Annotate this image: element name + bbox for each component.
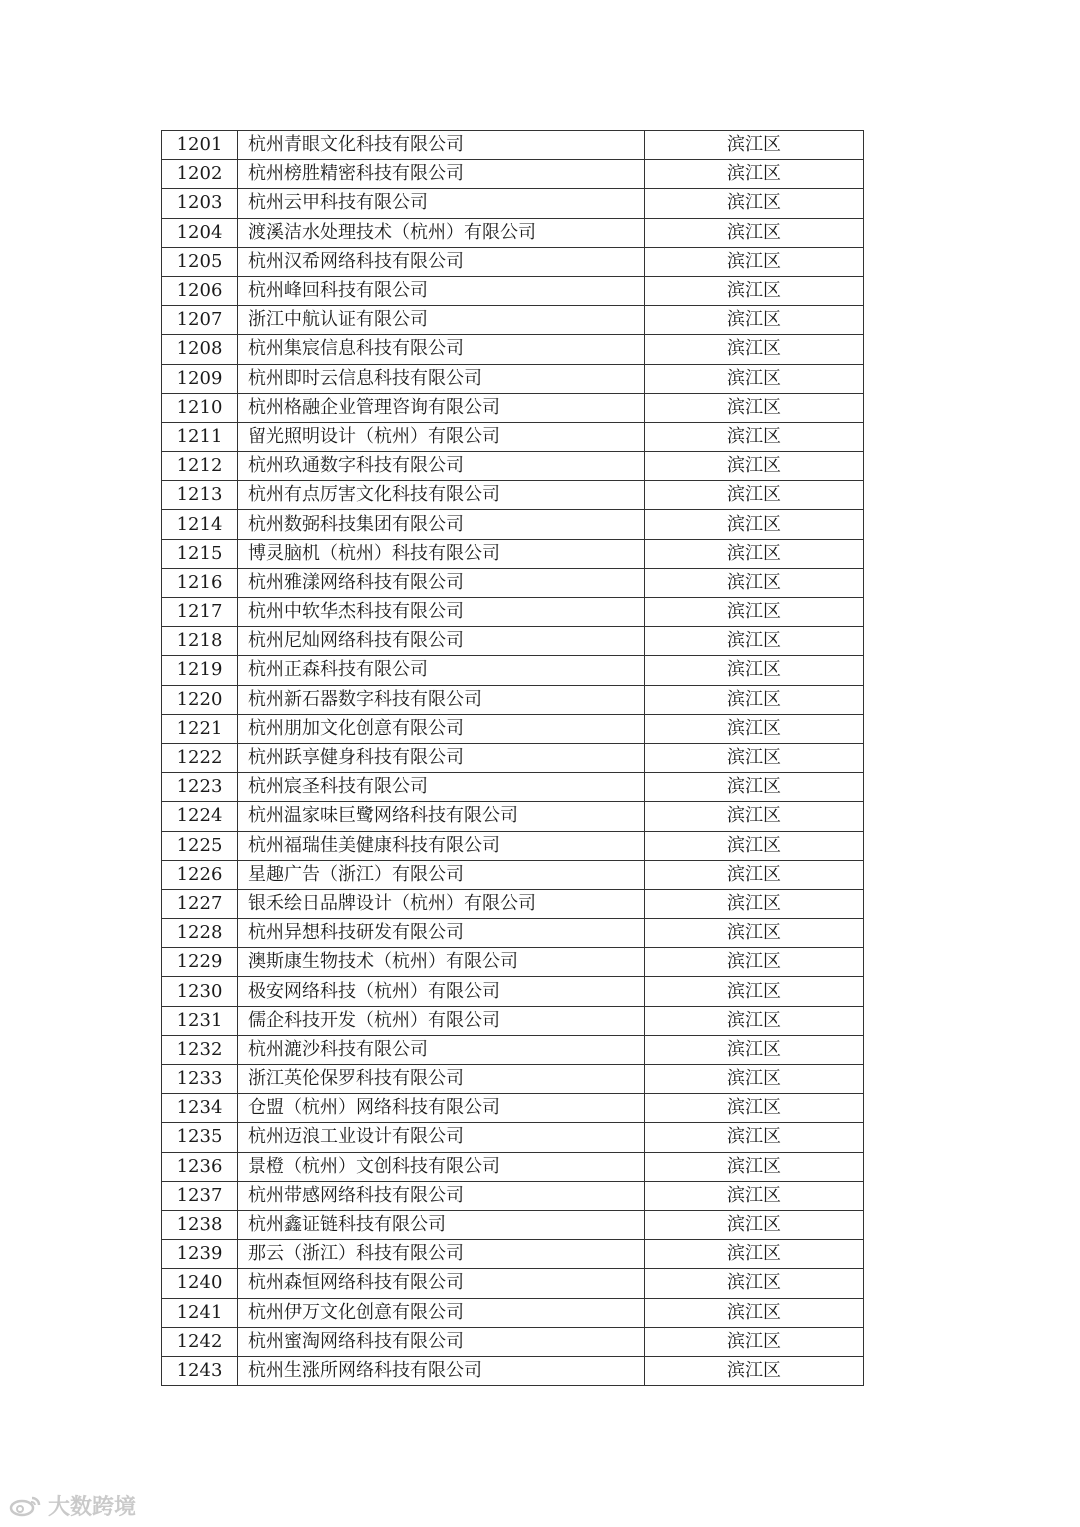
row-number-cell: 1210 [162, 393, 238, 422]
company-name-cell: 浙江英伦保罗科技有限公司 [238, 1065, 645, 1094]
row-number-cell: 1226 [162, 860, 238, 889]
company-name-cell: 杭州带感网络科技有限公司 [238, 1181, 645, 1210]
watermark-text: 大数跨境 [48, 1495, 137, 1520]
district-cell: 滨江区 [645, 1035, 864, 1064]
company-name-cell: 银禾绘日品牌设计（杭州）有限公司 [238, 889, 645, 918]
table-row [162, 773, 864, 802]
company-name-cell: 仓盟（杭州）网络科技有限公司 [238, 1094, 645, 1123]
company-name-cell: 杭州温家味巨鹭网络科技有限公司 [238, 802, 645, 831]
row-number-cell: 1209 [162, 364, 238, 393]
table-row [162, 1065, 864, 1094]
row-number-cell: 1207 [162, 306, 238, 335]
company-name-cell: 杭州正森科技有限公司 [238, 656, 645, 685]
table-row [162, 656, 864, 685]
table-row [162, 306, 864, 335]
district-cell: 滨江区 [645, 393, 864, 422]
district-cell: 滨江区 [645, 539, 864, 568]
table-row [162, 335, 864, 364]
company-name-cell: 浙江中航认证有限公司 [238, 306, 645, 335]
row-number-cell: 1242 [162, 1327, 238, 1356]
company-name-cell: 杭州生涨所网络科技有限公司 [238, 1356, 645, 1385]
district-cell: 滨江区 [645, 422, 864, 451]
company-name-cell: 星趣广告（浙江）有限公司 [238, 860, 645, 889]
company-name-cell: 杭州有点厉害文化科技有限公司 [238, 481, 645, 510]
company-name-cell: 留光照明设计（杭州）有限公司 [238, 422, 645, 451]
table-row [162, 1094, 864, 1123]
district-cell: 滨江区 [645, 510, 864, 539]
company-name-cell: 杭州集宸信息科技有限公司 [238, 335, 645, 364]
table-row [162, 1240, 864, 1269]
district-cell: 滨江区 [645, 598, 864, 627]
row-number-cell: 1215 [162, 539, 238, 568]
company-name-cell: 杭州中软华杰科技有限公司 [238, 598, 645, 627]
row-number-cell: 1203 [162, 189, 238, 218]
table-row [162, 1298, 864, 1327]
table-row [162, 247, 864, 276]
company-name-cell: 杭州榜胜精密科技有限公司 [238, 160, 645, 189]
row-number-cell: 1222 [162, 743, 238, 772]
row-number-cell: 1225 [162, 831, 238, 860]
district-cell: 滨江区 [645, 335, 864, 364]
company-name-cell: 杭州峰回科技有限公司 [238, 276, 645, 305]
row-number-cell: 1218 [162, 627, 238, 656]
district-cell: 滨江区 [645, 889, 864, 918]
district-cell: 滨江区 [645, 948, 864, 977]
district-cell: 滨江区 [645, 977, 864, 1006]
company-name-cell: 澳斯康生物技术（杭州）有限公司 [238, 948, 645, 977]
table-row [162, 889, 864, 918]
table-row [162, 860, 864, 889]
table-row [162, 627, 864, 656]
district-cell: 滨江区 [645, 247, 864, 276]
district-cell: 滨江区 [645, 568, 864, 597]
company-name-cell: 杭州伊万文化创意有限公司 [238, 1298, 645, 1327]
row-number-cell: 1230 [162, 977, 238, 1006]
district-cell: 滨江区 [645, 276, 864, 305]
table-row [162, 1356, 864, 1385]
district-cell: 滨江区 [645, 1094, 864, 1123]
row-number-cell: 1223 [162, 773, 238, 802]
table-row [162, 276, 864, 305]
table-row [162, 422, 864, 451]
company-name-cell: 杭州数弼科技集团有限公司 [238, 510, 645, 539]
district-cell: 滨江区 [645, 306, 864, 335]
table-row [162, 743, 864, 772]
row-number-cell: 1239 [162, 1240, 238, 1269]
table-row [162, 131, 864, 160]
district-cell: 滨江区 [645, 1269, 864, 1298]
table-row [162, 948, 864, 977]
row-number-cell: 1233 [162, 1065, 238, 1094]
row-number-cell: 1243 [162, 1356, 238, 1385]
company-name-cell: 杭州青眼文化科技有限公司 [238, 131, 645, 160]
table-row [162, 481, 864, 510]
row-number-cell: 1220 [162, 685, 238, 714]
district-cell: 滨江区 [645, 1006, 864, 1035]
district-cell: 滨江区 [645, 685, 864, 714]
table-body [162, 131, 864, 1386]
table-row [162, 598, 864, 627]
watermark [8, 1490, 136, 1521]
row-number-cell: 1212 [162, 452, 238, 481]
company-name-cell: 杭州朋加文化创意有限公司 [238, 714, 645, 743]
company-name-cell: 杭州雅漾网络科技有限公司 [238, 568, 645, 597]
district-cell: 滨江区 [645, 802, 864, 831]
company-name-cell: 杭州鑫证链科技有限公司 [238, 1210, 645, 1239]
table-row [162, 218, 864, 247]
company-name-cell: 渡溪洁水处理技术（杭州）有限公司 [238, 218, 645, 247]
table-row [162, 831, 864, 860]
row-number-cell: 1206 [162, 276, 238, 305]
district-cell: 滨江区 [645, 860, 864, 889]
table-row [162, 568, 864, 597]
company-name-cell: 景橙（杭州）文创科技有限公司 [238, 1152, 645, 1181]
company-name-cell: 那云（浙江）科技有限公司 [238, 1240, 645, 1269]
row-number-cell: 1219 [162, 656, 238, 685]
row-number-cell: 1216 [162, 568, 238, 597]
district-cell: 滨江区 [645, 1152, 864, 1181]
district-cell: 滨江区 [645, 131, 864, 160]
table-row [162, 1327, 864, 1356]
company-name-cell: 杭州尼灿网络科技有限公司 [238, 627, 645, 656]
table-row [162, 1181, 864, 1210]
company-name-cell: 杭州玖通数字科技有限公司 [238, 452, 645, 481]
row-number-cell: 1228 [162, 919, 238, 948]
district-cell: 滨江区 [645, 218, 864, 247]
table-row [162, 1269, 864, 1298]
table-row [162, 1210, 864, 1239]
row-number-cell: 1201 [162, 131, 238, 160]
company-name-cell: 杭州迈浪工业设计有限公司 [238, 1123, 645, 1152]
row-number-cell: 1202 [162, 160, 238, 189]
district-cell: 滨江区 [645, 831, 864, 860]
district-cell: 滨江区 [645, 1065, 864, 1094]
district-cell: 滨江区 [645, 919, 864, 948]
district-cell: 滨江区 [645, 452, 864, 481]
row-number-cell: 1229 [162, 948, 238, 977]
table-row [162, 393, 864, 422]
table-row [162, 452, 864, 481]
district-cell: 滨江区 [645, 481, 864, 510]
row-number-cell: 1208 [162, 335, 238, 364]
row-number-cell: 1237 [162, 1181, 238, 1210]
district-cell: 滨江区 [645, 1356, 864, 1385]
company-name-cell: 杭州即时云信息科技有限公司 [238, 364, 645, 393]
district-cell: 滨江区 [645, 1181, 864, 1210]
company-name-cell: 杭州云甲科技有限公司 [238, 189, 645, 218]
row-number-cell: 1217 [162, 598, 238, 627]
company-name-cell: 杭州异想科技研发有限公司 [238, 919, 645, 948]
company-name-cell: 儒企科技开发（杭州）有限公司 [238, 1006, 645, 1035]
row-number-cell: 1231 [162, 1006, 238, 1035]
row-number-cell: 1224 [162, 802, 238, 831]
company-name-cell: 杭州新石器数字科技有限公司 [238, 685, 645, 714]
company-name-cell: 极安网络科技（杭州）有限公司 [238, 977, 645, 1006]
table-row [162, 1123, 864, 1152]
table-row [162, 1006, 864, 1035]
row-number-cell: 1211 [162, 422, 238, 451]
district-cell: 滨江区 [645, 189, 864, 218]
table-row [162, 539, 864, 568]
table-row [162, 160, 864, 189]
district-cell: 滨江区 [645, 1240, 864, 1269]
row-number-cell: 1238 [162, 1210, 238, 1239]
table-row [162, 802, 864, 831]
table-row [162, 510, 864, 539]
row-number-cell: 1241 [162, 1298, 238, 1327]
table-row [162, 189, 864, 218]
table-row [162, 685, 864, 714]
company-name-cell: 杭州福瑞佳美健康科技有限公司 [238, 831, 645, 860]
company-name-cell: 杭州漉沙科技有限公司 [238, 1035, 645, 1064]
row-number-cell: 1214 [162, 510, 238, 539]
row-number-cell: 1236 [162, 1152, 238, 1181]
weibo-logo-icon [8, 1495, 42, 1517]
row-number-cell: 1232 [162, 1035, 238, 1064]
company-name-cell: 杭州汉希网络科技有限公司 [238, 247, 645, 276]
row-number-cell: 1234 [162, 1094, 238, 1123]
district-cell: 滨江区 [645, 1327, 864, 1356]
company-name-cell: 杭州宸圣科技有限公司 [238, 773, 645, 802]
district-cell: 滨江区 [645, 627, 864, 656]
table-row [162, 1035, 864, 1064]
table-row [162, 977, 864, 1006]
row-number-cell: 1221 [162, 714, 238, 743]
table-row [162, 364, 864, 393]
row-number-cell: 1235 [162, 1123, 238, 1152]
company-name-cell: 杭州森恒网络科技有限公司 [238, 1269, 645, 1298]
district-cell: 滨江区 [645, 160, 864, 189]
company-name-cell: 博灵脑机（杭州）科技有限公司 [238, 539, 645, 568]
row-number-cell: 1204 [162, 218, 238, 247]
table-row [162, 1152, 864, 1181]
row-number-cell: 1205 [162, 247, 238, 276]
table-row [162, 714, 864, 743]
row-number-cell: 1213 [162, 481, 238, 510]
district-cell: 滨江区 [645, 1123, 864, 1152]
district-cell: 滨江区 [645, 1298, 864, 1327]
row-number-cell: 1227 [162, 889, 238, 918]
company-list-table [161, 130, 864, 1386]
company-name-cell: 杭州格融企业管理咨询有限公司 [238, 393, 645, 422]
district-cell: 滨江区 [645, 743, 864, 772]
row-number-cell: 1240 [162, 1269, 238, 1298]
district-cell: 滨江区 [645, 773, 864, 802]
district-cell: 滨江区 [645, 364, 864, 393]
company-name-cell: 杭州跃享健身科技有限公司 [238, 743, 645, 772]
company-name-cell: 杭州蜜淘网络科技有限公司 [238, 1327, 645, 1356]
district-cell: 滨江区 [645, 714, 864, 743]
table-row [162, 919, 864, 948]
district-cell: 滨江区 [645, 656, 864, 685]
district-cell: 滨江区 [645, 1210, 864, 1239]
